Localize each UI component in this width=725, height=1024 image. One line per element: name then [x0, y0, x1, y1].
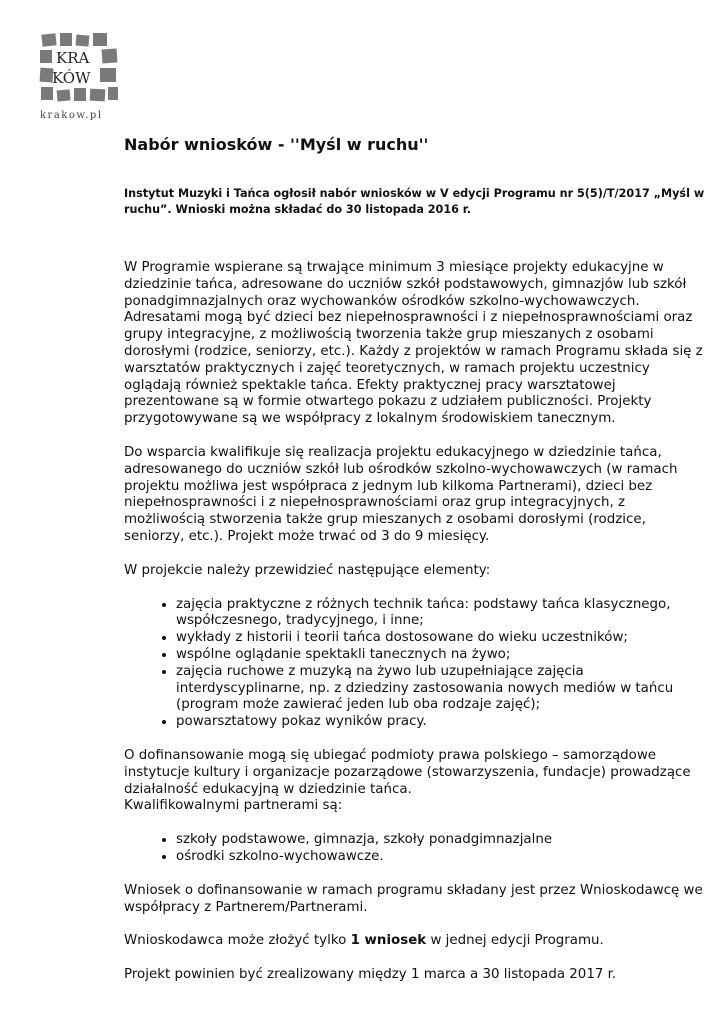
logo-text-top: KRA	[56, 49, 90, 67]
krakow-logo-icon	[36, 30, 122, 124]
lead-paragraph: Instytut Muzyki i Tańca ogłosił nabór wniosków w V edycji Programu nr 5(5)/T/2017 „Myśl w ruchu”. Wnioski można składać do 30 listopada 2016 r.	[124, 187, 705, 216]
list-item: • zajęcia praktyczne z różnych technik tańca: podstawy tańca klasycznego, współczesnego, tradycyjnego, i inne;	[176, 597, 710, 631]
list-item: • zajęcia ruchowe z muzyką na żywo lub uzupełniające zajęcia interdyscyplinarne, np. z dziedziny zastosowania nowych mediów w tańcu (program może zawierać jeden lub oba rodzaje zajęć);	[176, 664, 710, 714]
list-item: • ośrodki szkolno-wychowawcze.	[176, 849, 710, 866]
paragraph-dates: Projekt powinien być zrealizowany między 1 marca a 30 listopada 2017 r.	[124, 967, 617, 983]
paragraph-partners-intro: Kwalifikowalnymi partnerami są:	[124, 798, 343, 814]
paragraph-eligibility: Do wsparcia kwalifikuje się realizacja projektu edukacyjnego w dziedzinie tańca, adresowanego do uczniów szkół lub ośrodków szkolno-wychowawczych (w ramach projektu możliwa jest współpraca z jednym lub kilkoma Partnerami), dzieci bez niepełnosprawności i z niepełnosprawnościami oraz grup integracyjnych, z możliwością stworzenia także grup mieszanych z osobami dorosłymi (rodzice, seniorzy, etc.). Projekt może trwać od 3 do 9 miesięcy.	[124, 444, 678, 544]
list-item: • szkoły podstawowe, gimnazja, szkoły ponadgimnazjalne	[176, 832, 710, 849]
elements-list	[124, 597, 710, 731]
limit-text-before: Wnioskodawca może złożyć tylko	[124, 933, 351, 949]
partners-list	[124, 832, 710, 866]
limit-bold: 1 wniosek	[350, 933, 427, 949]
list-item: • powarsztatowy pokaz wyników pracy.	[176, 714, 710, 731]
logo-caption: krakow.pl	[40, 110, 103, 121]
page-title: Nabór wniosków - ''Myśl w ruchu''	[124, 135, 429, 154]
list-item: • wspólne oglądanie spektakli tanecznych na żywo;	[176, 647, 710, 664]
paragraph-submission: Wniosek o dofinansowanie w ramach programu składany jest przez Wnioskodawcę we współpracy z Partnerem/Partnerami.	[124, 882, 703, 915]
paragraph-limit	[124, 933, 710, 950]
logo-text-bottom: KÓW	[52, 69, 91, 87]
list-item: • wykłady z historii i teorii tańca dostosowane do wieku uczestników;	[176, 630, 710, 647]
paragraph-program: W Programie wspierane są trwające minimum 3 miesiące projekty edukacyjne w dziedzinie tańca, adresowane do uczniów szkół podstawowych, gimnazjów lub szkół ponadgimnazjalnych oraz wychowanków ośrodków szkolno-wychowawczych. Adresatami mogą być dzieci bez niepełnosprawności i z niepełnosprawnościami oraz grupy integracyjne, z możliwością tworzenia także grup mieszanych z osobami dorosłymi (rodzice, seniorzy, etc.). Każdy z projektów w ramach Programu składa się z warsztatów praktycznych i zajęć teoretycznych, w ramach projektu uczestnicy oglądają również spektakle tańca. Efekty praktycznej pracy warsztatowej prezentowane są w formie otwartego pokazu z udziałem publiczności. Projekty przygotowywane są we współpracy z lokalnym środowiskiem tanecznym.	[124, 260, 703, 427]
krakow-logo	[36, 30, 122, 124]
paragraph-elements-intro: W projekcie należy przewidzieć następujące elementy:	[124, 562, 491, 578]
limit-text-after: w jednej edycji Programu.	[426, 933, 604, 949]
paragraph-applicants: O dofinansowanie mogą się ubiegać podmioty prawa polskiego – samorządowe instytucje kultury i organizacje pozarządowe (stowarzyszenia, fundacje) prowadzące działalność edukacyjną w dziedzinie tańca.	[124, 747, 691, 797]
article	[124, 135, 710, 984]
